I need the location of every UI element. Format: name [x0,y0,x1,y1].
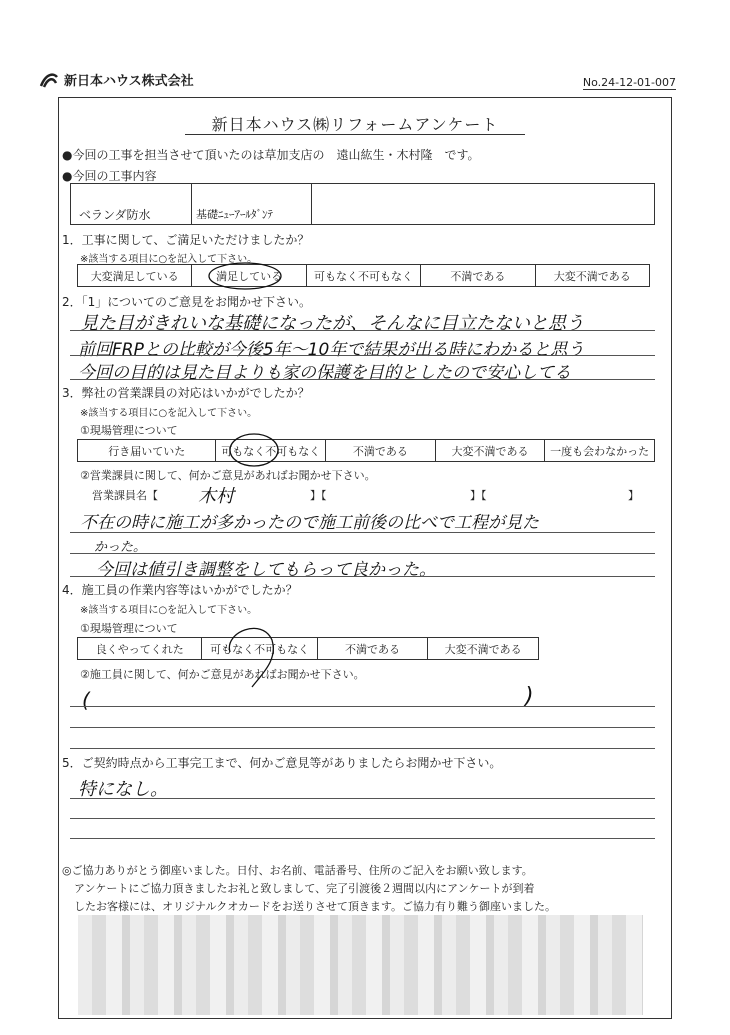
answer-line [70,379,655,380]
survey-title: 新日本ハウス㈱リフォームアンケート [211,115,499,134]
staff-bracket-close: 】 [628,489,639,502]
q1-question: 1．工事に関して、ご満足いただけましたか？ [62,233,310,247]
q3-answer-line-1: 不在の時に施工が多かったので施工前後の比べで工程が見た [80,513,539,533]
q2-answer-line-1: 見た目がきれいな基礎になったが、そんなに目立たないと思う [80,313,584,334]
q1-option-selected[interactable]: 満足している [192,265,306,287]
q4-options-table [77,637,539,660]
q3-sub1-label: ①現場管理について [80,424,178,437]
q3-sub2-label: ②営業課員に関して、何かご意見があればお聞かせ下さい。 [80,469,376,482]
q1-note: ※該当する項目に○を記入して下さい。 [80,254,258,265]
closing-line-2: アンケートにご協力頂きましたお礼と致しまして、完了引渡後２週間以内にアンケートが到着 [74,882,535,895]
q1-option[interactable]: 大変不満である [535,265,649,287]
document-number: No.24-12-01-007 [582,76,676,89]
work-item-cell [71,184,192,224]
q1-option[interactable]: 大変満足している [78,265,192,287]
selection-circle-mark [205,254,285,294]
q3-answer-line-3: 今回は値引き調整をしてもらって良かった。 [96,560,436,580]
answer-line [70,355,655,356]
q2-answer-line-2: 前回FRPとの比較が今後5年～10年で結果が出る時にわかると思う [78,340,585,360]
q4-option[interactable]: 良くやってくれた [78,638,202,660]
q5-answer: 特になし。 [78,779,168,800]
q5-question: 5．ご契約時点から工事完工まで、何かご意見等がありましたらお聞かせ下さい。 [62,756,502,770]
q3-option[interactable]: 大変不満である [435,440,545,462]
answer-line [70,818,655,819]
q4-option[interactable]: 大変不満である [428,638,539,660]
answer-line [70,532,655,533]
q2-answer-line-3: 今回の目的は見た目よりも家の保護を目的としたので安心してる [78,363,571,383]
staff-bracket-mid: 】【 [310,489,327,502]
q3-answer-line-2: かった。 [94,540,147,555]
q3-option[interactable]: 不満である [326,440,436,462]
q2-question: 2．「1」についてのご意見をお聞かせ下さい。 [62,295,312,309]
staff-bracket-mid: 】【 [470,489,487,502]
work-item-1: ベランダ防水 [79,208,151,222]
work-content-label: ●今回の工事内容 [62,169,157,183]
q4-option-selected[interactable]: 可もなく不可もなく [202,638,317,660]
title-underline [185,134,525,135]
staff-name-label: 営業課員名【 [92,489,158,502]
q3-options-table [77,439,655,462]
answer-line [70,330,655,331]
answer-line [70,727,655,728]
q4-answer: ( [82,688,90,712]
q3-option[interactable]: 行き届いていた [78,440,216,462]
handled-by-text: ●今回の工事を担当させて頂いたのは草加支店の 遠山紘生・木村隆 です。 [62,148,480,162]
answer-line [70,748,655,749]
selection-circle-mark [226,428,282,472]
company-logo [38,70,194,89]
company-logo-icon [38,71,60,89]
answer-line [70,553,655,554]
work-content-table [70,183,655,225]
closing-paren-mark: ) [525,684,534,709]
answer-line [70,798,655,799]
q1-options-table [77,264,650,287]
q4-option[interactable]: 不満である [317,638,428,660]
q4-question: 4．施工員の作業内容等はいかがでしたか？ [62,583,298,597]
q4-sub1-label: ①現場管理について [80,622,178,635]
q3-option[interactable]: 一度も会わなかった [545,440,655,462]
staff-name-value: 木村 [198,486,234,507]
closing-line-1: ◎ご協力ありがとう御座いました。日付、お名前、電話番号、住所のご記入をお願い致します。 [62,864,533,877]
q1-option[interactable]: 不満である [421,265,535,287]
q3-question: 3．弊社の営業課員の対応はいかがでしたか？ [62,386,310,400]
company-name: 新日本ハウス株式会社 [64,74,194,89]
redacted-personal-info [78,915,643,1015]
answer-line [70,576,655,577]
answer-line [70,706,655,707]
q4-note: ※該当する項目に○を記入して下さい。 [80,605,258,616]
answer-line [70,838,655,839]
q3-option-selected[interactable]: 可もなく不可もなく [216,440,326,462]
work-item-2: 基礎ﾆｭｰｱｰﾙﾀﾞﾝﾃ [196,208,273,221]
closing-line-3: したお客様には、オリジナルクオカードをお送りさせて頂きます。ご協力有り難う御座いました。 [74,900,557,913]
q4-sub2-label: ②施工員に関して、何かご意見があればお聞かせ下さい。 [80,668,365,681]
q1-option[interactable]: 可もなく不可もなく [306,265,420,287]
q3-note: ※該当する項目に○を記入して下さい。 [80,408,258,419]
work-item-cell [191,184,312,224]
